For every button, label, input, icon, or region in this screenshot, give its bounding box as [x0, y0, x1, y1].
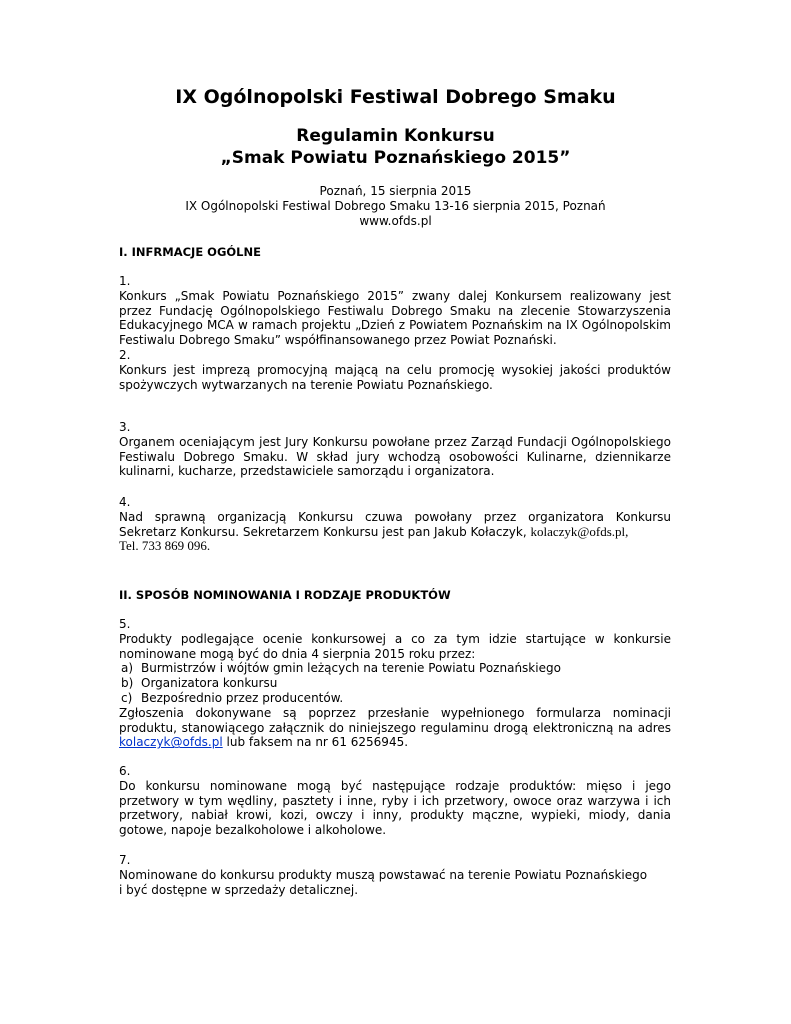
paragraph-line: przetwory w tym wędliny, pasztety i inne, ryby i ich przetwory, owoce oraz warzywa i ich [119, 793, 671, 808]
paragraph-line: kulinarni, kucharze, przedstawiciele samorządu i organizatora. [119, 464, 495, 479]
paragraph-line: Edukacyjnego MCA w ramach projektu „Dzień z Powiatem Poznańskim na IX Ogólnopolskim [119, 318, 671, 333]
paragraph-line: produktu, stanowiącego załącznik do niniejszego regulaminu drogą elektroniczną na adres [119, 720, 671, 735]
paragraph-number: 7. [119, 853, 131, 867]
section-heading-general: I. INFRMACJE OGÓLNE [119, 245, 261, 259]
list-item: b) Organizatora konkursu [121, 676, 278, 691]
paragraph-line: przetwory, nabiał krowi, kozi, owczy i inny, produkty mączne, wypieki, miody, dania [119, 808, 671, 823]
paragraph-number: 3. [119, 420, 131, 434]
paragraph-number: 1. [119, 274, 131, 288]
paragraph-line: gotowe, napoje bezalkoholowe i alkoholowe. [119, 823, 387, 838]
paragraph-line: Konkurs „Smak Powiatu Poznańskiego 2015” zwany dalej Konkursem realizowany jest [119, 288, 671, 303]
section-heading-nomination: II. SPOSÓB NOMINOWANIA I RODZAJE PRODUKTÓW [119, 588, 451, 602]
paragraph-number: 5. [119, 617, 131, 631]
paragraph-number: 2. [119, 347, 131, 362]
place-date: Poznań, 15 sierpnia 2015 [319, 184, 472, 198]
secretary-phone: Tel. 733 869 096. [119, 538, 211, 554]
paragraph-6 [119, 764, 671, 838]
website-text: www.ofds.pl [359, 214, 432, 228]
secretary-text: Sekretarz Konkursu. Sekretarzem Konkursu jest pan Jakub Kołaczyk, [119, 524, 531, 539]
paragraph-line: Festiwalu Dobrego Smaku” współfinansowanego przez Powiat Poznański. [119, 333, 557, 348]
paragraph-5 [119, 617, 671, 750]
paragraph-line: Organem oceniającym jest Jury Konkursu powołane przez Zarząd Fundacji Ogólnopolskiego [119, 434, 671, 449]
regulation-title: Regulamin Konkursu [296, 126, 495, 146]
fax-text: lub faksem na nr 61 6256945. [222, 735, 409, 750]
secretary-email: kolaczyk@ofds.pl, [530, 523, 629, 539]
paragraph-1 [119, 274, 671, 392]
paragraph-3 [119, 420, 671, 479]
festival-info: IX Ogólnopolski Festiwal Dobrego Smaku 13-16 sierpnia 2015, Poznań [185, 199, 606, 213]
paragraph-7 [119, 853, 671, 897]
paragraph-line: i być dostępne w sprzedaży detalicznej. [119, 882, 359, 897]
paragraph-line [119, 735, 671, 750]
email-link[interactable]: kolaczyk@ofds.pl [119, 735, 223, 750]
paragraph-line [119, 525, 671, 540]
paragraph-number: 6. [119, 764, 131, 778]
nomination-list [119, 661, 671, 705]
paragraph-line: Konkurs jest imprezą promocyjną mającą na celu promocję wysokiej jakości produktów [119, 362, 671, 377]
document-title: IX Ogólnopolski Festiwal Dobrego Smaku [175, 86, 616, 108]
paragraph-line: Do konkursu nominowane mogą być następujące rodzaje produktów: mięso i jego [119, 778, 671, 793]
paragraph-line: spożywczych wytwarzanych na terenie Powiatu Poznańskiego. [119, 377, 493, 392]
list-item: c) Bezpośrednio przez producentów. [121, 690, 344, 705]
paragraph-line: przez Fundację Ogólnopolskiego Festiwalu Dobrego Smaku na zlecenie Stowarzyszenia [119, 303, 671, 318]
paragraph-line: nominowane mogą być do dnia 4 sierpnia 2015 roku przez: [119, 646, 476, 661]
paragraph-line: Zgłoszenia dokonywane są poprzez przesłanie wypełnionego formularza nominacji [119, 705, 671, 720]
paragraph-line: Festiwalu Dobrego Smaku. W skład jury wchodzą osobowości Kulinarne, dziennikarze [119, 449, 671, 464]
paragraph-4 [119, 495, 671, 554]
paragraph-line: Nominowane do konkursu produkty muszą powstawać na terenie Powiatu Poznańskiego [119, 867, 648, 882]
paragraph-number: 4. [119, 495, 131, 509]
paragraph-line: Produkty podlegające ocenie konkursowej a co za tym idzie startujące w konkursie [119, 631, 671, 646]
contest-name: „Smak Powiatu Poznańskiego 2015” [220, 148, 571, 168]
list-item: a) Burmistrzów i wójtów gmin leżących na terenie Powiatu Poznańskiego [121, 661, 561, 676]
paragraph-line: Nad sprawną organizacją Konkursu czuwa powołany przez organizatora Konkursu [119, 509, 671, 524]
